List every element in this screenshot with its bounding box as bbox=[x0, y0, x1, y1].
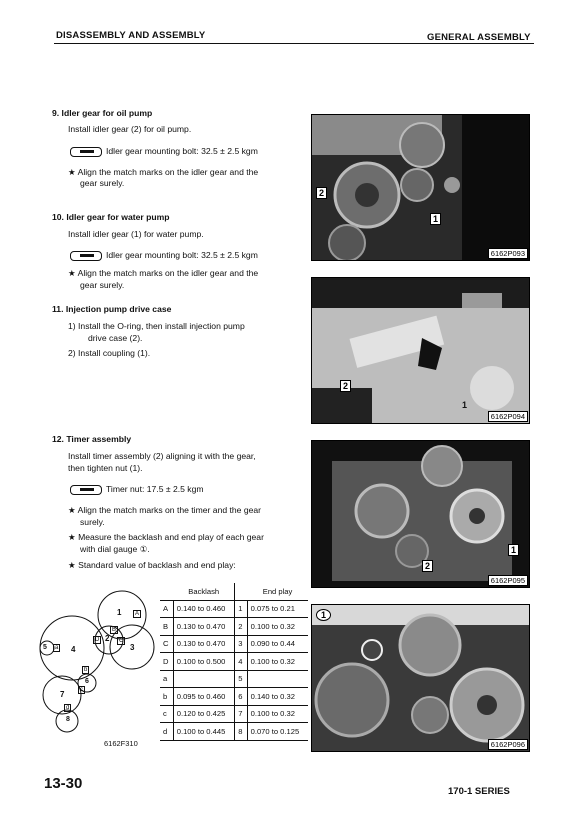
step-12-note-2-cont: with dial gauge ①. bbox=[80, 544, 150, 554]
mark-a: a bbox=[55, 645, 59, 651]
table-row bbox=[160, 653, 308, 671]
row-number: 6 bbox=[235, 688, 247, 706]
photo-drive-case bbox=[311, 277, 530, 424]
mark-d: d bbox=[66, 705, 70, 711]
backlash-value: 0.100 to 0.500 bbox=[173, 653, 234, 671]
step-12-note-1-cont: surely. bbox=[80, 517, 105, 527]
table-row bbox=[160, 723, 308, 741]
step-9-text: Install idler gear (2) for oil pump. bbox=[68, 124, 192, 134]
photo-idler-gears bbox=[311, 114, 530, 261]
step-11-title: 11. Injection pump drive case bbox=[52, 304, 172, 314]
gear-label-1: 1 bbox=[117, 608, 122, 617]
series-label: 170-1 SERIES bbox=[448, 786, 510, 797]
step-9-torque bbox=[70, 146, 258, 158]
torque-value: Idler gear mounting bolt: 32.5 ± 2.5 kgm bbox=[106, 146, 258, 156]
backlash-endplay-table bbox=[160, 583, 308, 741]
end-play-value: 0.100 to 0.32 bbox=[247, 618, 308, 636]
mark-D: D bbox=[95, 637, 100, 643]
diagram-caption: 6162F310 bbox=[104, 739, 138, 748]
step-11-item-2: 2) Install coupling (1). bbox=[68, 348, 151, 358]
gear-label-6: 6 bbox=[85, 678, 89, 685]
photo-callout-1: 1 bbox=[462, 400, 468, 410]
step-12-text-cont: then tighten nut (1). bbox=[68, 463, 143, 473]
row-letter: c bbox=[160, 705, 173, 723]
row-letter: a bbox=[160, 670, 173, 688]
step-10-text: Install idler gear (1) for water pump. bbox=[68, 229, 204, 239]
page-number: 13-30 bbox=[44, 775, 83, 792]
torque-wrench-icon bbox=[70, 485, 102, 495]
row-letter: C bbox=[160, 635, 173, 653]
header-rule bbox=[54, 43, 534, 44]
row-letter: D bbox=[160, 653, 173, 671]
step-12-torque bbox=[70, 484, 204, 496]
header-backlash: Backlash bbox=[173, 583, 234, 600]
table-row bbox=[160, 688, 308, 706]
timer-photo-image bbox=[312, 441, 529, 587]
photo-timer-assembly bbox=[311, 440, 530, 588]
end-play-value: 0.090 to 0.44 bbox=[247, 635, 308, 653]
torque-wrench-icon bbox=[70, 251, 102, 261]
drive-case-photo-image bbox=[312, 278, 529, 423]
step-9-note: ★ Align the match marks on the idler gear and the bbox=[68, 167, 259, 177]
backlash-value: 0.130 to 0.470 bbox=[173, 618, 234, 636]
step-12-note-2: ★ Measure the backlash and end play of each gear bbox=[68, 532, 264, 542]
step-9-note-cont: gear surely. bbox=[80, 178, 125, 188]
backlash-photo-image bbox=[312, 605, 529, 751]
header-end-play: End play bbox=[247, 583, 308, 600]
row-letter: b bbox=[160, 688, 173, 706]
table-row bbox=[160, 600, 308, 618]
gear-label-3: 3 bbox=[130, 643, 135, 652]
end-play-value bbox=[247, 670, 308, 688]
photo-caption: 6162P096 bbox=[488, 739, 528, 750]
step-10-note: ★ Align the match marks on the idler gear and the bbox=[68, 268, 259, 278]
step-9-title: 9. Idler gear for oil pump bbox=[52, 108, 153, 118]
end-play-value: 0.070 to 0.125 bbox=[247, 723, 308, 741]
row-number: 2 bbox=[235, 618, 247, 636]
step-10-torque bbox=[70, 250, 258, 262]
photo-callout-2: 2 bbox=[340, 380, 351, 392]
end-play-value: 0.075 to 0.21 bbox=[247, 600, 308, 618]
photo-callout-1: 1 bbox=[508, 544, 519, 556]
backlash-value bbox=[173, 670, 234, 688]
table-row bbox=[160, 618, 308, 636]
torque-wrench-icon bbox=[70, 147, 102, 157]
step-12-note-1: ★ Align the match marks on the timer and the gear bbox=[68, 505, 262, 515]
chapter-title: GENERAL ASSEMBLY bbox=[427, 32, 531, 43]
gear-train-photo-image bbox=[312, 115, 529, 260]
section-title: DISASSEMBLY AND ASSEMBLY bbox=[56, 30, 206, 41]
torque-value: Timer nut: 17.5 ± 2.5 kgm bbox=[106, 484, 204, 494]
gear-label-2: 2 bbox=[105, 634, 110, 643]
row-number: 1 bbox=[235, 600, 247, 618]
gear-label-7: 7 bbox=[60, 690, 65, 699]
mark-A: A bbox=[135, 611, 140, 617]
mark-C: C bbox=[119, 638, 124, 644]
step-12-note-3: ★ Standard value of backlash and end play: bbox=[68, 560, 236, 570]
photo-callout-1: 1 bbox=[430, 213, 441, 225]
step-11-item-1-cont: drive case (2). bbox=[88, 333, 143, 343]
backlash-value: 0.130 to 0.470 bbox=[173, 635, 234, 653]
row-number: 5 bbox=[235, 670, 247, 688]
row-number: 4 bbox=[235, 653, 247, 671]
gear-label-5: 5 bbox=[43, 644, 47, 651]
end-play-value: 0.140 to 0.32 bbox=[247, 688, 308, 706]
table-row bbox=[160, 705, 308, 723]
photo-gear-backlash bbox=[311, 604, 530, 752]
backlash-value: 0.140 to 0.460 bbox=[173, 600, 234, 618]
end-play-value: 0.100 to 0.32 bbox=[247, 653, 308, 671]
row-letter: d bbox=[160, 723, 173, 741]
end-play-value: 0.100 to 0.32 bbox=[247, 705, 308, 723]
backlash-value: 0.095 to 0.460 bbox=[173, 688, 234, 706]
backlash-value: 0.120 to 0.425 bbox=[173, 705, 234, 723]
row-letter: B bbox=[160, 618, 173, 636]
step-10-note-cont: gear surely. bbox=[80, 280, 125, 290]
mark-b: b bbox=[84, 667, 88, 673]
step-11-item-1: 1) Install the O-ring, then install injection pump bbox=[68, 321, 245, 331]
torque-value: Idler gear mounting bolt: 32.5 ± 2.5 kgm bbox=[106, 250, 258, 260]
step-12-text: Install timer assembly (2) aligning it with the gear, bbox=[68, 451, 256, 461]
row-letter: A bbox=[160, 600, 173, 618]
row-number: 3 bbox=[235, 635, 247, 653]
gear-label-4: 4 bbox=[71, 645, 76, 654]
row-number: 7 bbox=[235, 705, 247, 723]
photo-caption: 6162P093 bbox=[488, 248, 528, 259]
mark-B: B bbox=[112, 627, 117, 633]
table-row bbox=[160, 635, 308, 653]
table-row bbox=[160, 670, 308, 688]
photo-caption: 6162P094 bbox=[488, 411, 528, 422]
photo-callout-2: 2 bbox=[316, 187, 327, 199]
backlash-value: 0.100 to 0.445 bbox=[173, 723, 234, 741]
step-10-title: 10. Idler gear for water pump bbox=[52, 212, 170, 222]
row-number: 8 bbox=[235, 723, 247, 741]
step-12-title: 12. Timer assembly bbox=[52, 434, 132, 444]
photo-caption: 6162P095 bbox=[488, 575, 528, 586]
table-header-row bbox=[160, 583, 308, 600]
gear-train-diagram bbox=[34, 585, 164, 735]
mark-c: c bbox=[80, 687, 83, 693]
gear-label-8: 8 bbox=[66, 716, 70, 723]
photo-callout-2: 2 bbox=[422, 560, 433, 572]
photo-callout-1: 1 bbox=[316, 609, 331, 621]
